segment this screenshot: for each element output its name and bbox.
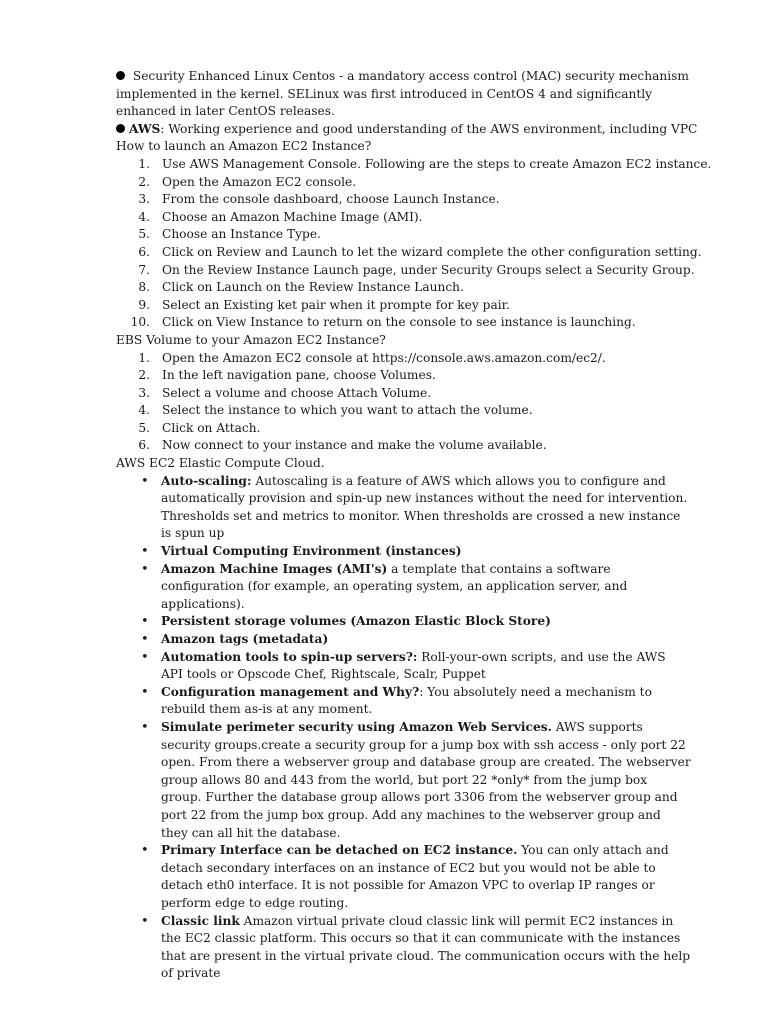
list-item: • Amazon Machine Images (AMI's) a template that contains a software configuration (for example, an operating system, an application server, and applications). — [141, 561, 628, 611]
list-item: • Simulate perimeter security using Amazon Web Services. AWS supports security groups.create a security group for a jump box with ssh access - only port 22 open. From there a webserver group and database group are created. The webserver group allows 80 and 443 from the world, but port 22 *only* from the jump box group. Further the database group allows port 3306 from the webserver group and port 22 from the jump box group. Add any machines to the webserver group and they can all hit the database. — [141, 719, 691, 840]
ebs-steps-list — [0, 350, 768, 456]
list-item: • Auto-scaling: Autoscaling is a feature of AWS which allows you to configure and automatically provision and spin-up new instances without the need for intervention. Thresholds set and metrics to monitor. When thresholds are crossed a new instance is spun up — [141, 473, 688, 541]
bullet-icon: • — [141, 719, 149, 735]
bullet-icon: • — [141, 913, 149, 929]
list-item: 3. Select a volume and choose Attach Volume. — [138, 385, 432, 400]
list-item: 1. Use AWS Management Console. Following are the steps to create Amazon EC2 instance. — [138, 156, 712, 171]
bullet-icon: • — [141, 649, 149, 665]
list-item: 2. In the left navigation pane, choose Volumes. — [138, 368, 436, 383]
bullet-icon: • — [141, 843, 149, 859]
list-item: • Amazon tags (metadata) — [141, 632, 329, 647]
list-item: 4. Select the instance to which you want to attach the volume. — [138, 403, 533, 418]
list-item: • Primary Interface can be detached on EC2 instance. You can only attach and detach secondary interfaces on an instance of EC2 but you would not be able to detach eth0 interface. It is not possible for Amazon VPC to overlap IP ranges or perform edge to edge routing. — [141, 843, 669, 910]
list-item: 6. Click on Review and Launch to let the wizard complete the other configuration setting. — [138, 244, 702, 259]
selinux-paragraph — [0, 68, 696, 121]
list-item: 10. Click on View Instance to return on the console to see instance is launching. — [130, 315, 636, 330]
bullet-dot-icon — [116, 124, 125, 133]
list-item: 5. Click on Attach. — [138, 420, 261, 435]
list-item: 5. Choose an Instance Type. — [138, 227, 321, 242]
list-item: 1. Open the Amazon EC2 console at https://console.aws.amazon.com/ec2/. — [138, 350, 606, 365]
list-item: 3. From the console dashboard, choose Launch Instance. — [138, 192, 500, 207]
bullet-icon: • — [141, 684, 149, 700]
bullet-icon: • — [141, 473, 149, 489]
selinux-text: Security Enhanced Linux Centos - a mandatory access control (MAC) security mechanism implemented in the kernel. SELinux was first introduced in CentOS 4 and significantly enhanced in later CentOS releases. — [116, 69, 689, 119]
launch-steps-list — [0, 156, 768, 332]
list-item: • Automation tools to spin-up servers?: Roll-your-own scripts, and use the AWS API tools or Opscode Chef, Rightscale, Scalr, Puppet — [141, 649, 666, 682]
bullet-dot-icon — [116, 71, 125, 80]
ebs-heading: EBS Volume to your Amazon EC2 Instance? — [116, 332, 386, 347]
list-item: 6. Now connect to your instance and make the volume available. — [138, 438, 547, 453]
ec2-bullet-list — [0, 473, 768, 983]
bullet-icon: • — [141, 544, 149, 560]
list-item: • Configuration management and Why?: You absolutely need a mechanism to rebuild them as-is at any moment. — [141, 684, 652, 717]
bullet-icon: • — [141, 614, 149, 630]
ec2-heading: AWS EC2 Elastic Compute Cloud. — [116, 456, 325, 471]
list-item: 8. Click on Launch on the Review Instance Launch. — [138, 280, 464, 295]
aws-text: : Working experience and good understanding of the AWS environment, including VPC — [160, 121, 698, 136]
bullet-icon: • — [141, 561, 149, 577]
list-item: • Virtual Computing Environment (instances) — [141, 544, 462, 560]
list-item: • Classic link Amazon virtual private cloud classic link will permit EC2 instances in the EC2 classic platform. This occurs so that it can communicate with the instances that are present in the virtual private cloud. The communication occurs with the help of private — [141, 913, 691, 981]
list-item: • Persistent storage volumes (Amazon Elastic Block Store) — [141, 614, 551, 630]
list-item: 4. Choose an Amazon Machine Image (AMI). — [138, 209, 423, 224]
document-page — [0, 68, 768, 983]
list-item: 2. Open the Amazon EC2 console. — [138, 174, 357, 189]
launch-heading: How to launch an Amazon EC2 Instance? — [116, 139, 372, 154]
bullet-icon: • — [141, 632, 149, 647]
list-item: 9. Select an Existing ket pair when it prompte for key pair. — [138, 297, 510, 312]
list-item: 7. On the Review Instance Launch page, under Security Groups select a Security Group. — [138, 262, 695, 277]
aws-paragraph — [0, 121, 768, 139]
aws-label: AWS — [129, 121, 161, 136]
